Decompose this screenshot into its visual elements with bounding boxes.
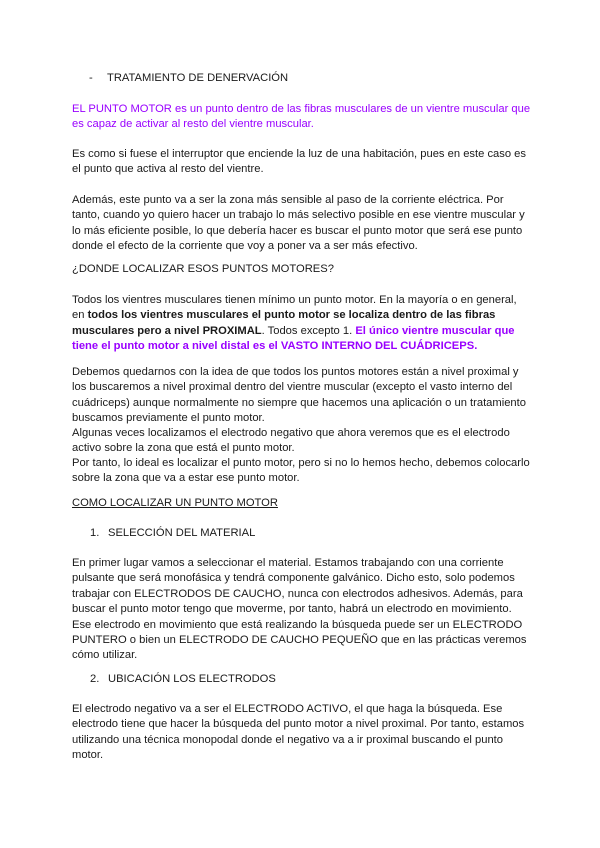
list-item-ubicacion-electrodos — [72, 672, 532, 687]
list-item-number: 1. — [90, 527, 100, 539]
paragraph-todos-vientres — [72, 293, 532, 355]
heading-tratamiento — [72, 71, 532, 86]
list-item-text: SELECCIÓN DEL MATERIAL — [108, 527, 256, 539]
paragraph-todos-vientres-excepto: . Todos excepto 1. — [261, 324, 356, 337]
list-item-text: UBICACIÓN LOS ELECTRODOS — [108, 673, 276, 685]
heading-bullet: - — [89, 72, 93, 84]
paragraph-vasto-interno-highlight: El único vientre muscular que tiene el punto motor a nivel distal es el VASTO INTERNO DEL CUÁDRICEPS. — [72, 324, 515, 353]
heading-tratamiento-text: TRATAMIENTO DE DENERVACIÓN — [107, 72, 289, 84]
paragraph-electrodo-negativo: El electrodo negativo va a ser el ELECTRODO ACTIVO, el que haga la búsqueda. Ese electrodo tiene que hacer la búsqueda del punto motor a nivel proximal. Por tanto, estamos utilizando una técnica monopodal donde el negativo va a ir proximal buscando el punto motor. — [72, 703, 525, 762]
heading-donde-localizar: ¿DONDE LOCALIZAR ESOS PUNTOS MOTORES? — [72, 263, 334, 275]
heading-como-localizar: COMO LOCALIZAR UN PUNTO MOTOR — [72, 497, 278, 509]
list-item-seleccion-material — [72, 526, 532, 541]
paragraph-debemos: Debemos quedarnos con la idea de que todos los puntos motores están a nivel proximal y los buscaremos a nivel proximal dentro del vientre muscular (excepto el vasto interno del cuádriceps) aunque normalmente no siempre que hacemos una aplicación o un tratamiento buscamos previamente el punto motor. — [72, 366, 526, 425]
paragraph-por-tanto: Por tanto, lo ideal es localizar el punto motor, pero si no lo hemos hecho, debemos colocarlo sobre la zona que va a estar ese punto motor. — [72, 457, 530, 485]
list-item-number: 2. — [90, 673, 100, 685]
paragraph-todos-vientres-bold: todos los vientres musculares el punto motor se localiza dentro de las fibras musculares pero a nivel PROXIMAL — [72, 309, 496, 337]
paragraph-ademas: Además, este punto va a ser la zona más sensible al paso de la corriente eléctrica. Por tanto, cuando yo quiero hacer un trabajo lo más selectivo posible en ese vientre muscular y lo más eficiente posible, lo que debería hacer es buscar el punto motor que será ese punto donde el efecto de la corriente que voy a poner va a ser más efectivo. — [72, 194, 525, 253]
paragraph-seleccion-material: En primer lugar vamos a seleccionar el material. Estamos trabajando con una corriente pulsante que será monofásica y tendrá componente galvánico. Dicho esto, solo podemos trabajar con ELECTRODOS DE CAUCHO, nunca con electrodos adhesivos. Además, para buscar el punto motor tengo que moverme, por tanto, habrá un electrodo en movimiento. Ese electrodo en movimiento que está realizando la búsqueda puede ser un ELECTRODO PUNTERO o bien un ELECTRODO DE CAUCHO PEQUEÑO que en las prácticas veremos cómo utilizar. — [72, 557, 527, 662]
paragraph-algunas-veces: Algunas veces localizamos el electrodo negativo que ahora veremos que es el electrodo activo sobre la zona que está el punto motor. — [72, 427, 510, 455]
paragraph-todos-vientres-intro: Todos los vientres musculares tienen mínimo un punto motor. En la mayoría o en general, en — [72, 294, 517, 322]
paragraph-interruptor: Es como si fuese el interruptor que enciende la luz de una habitación, pues en este caso es el punto que activa al resto del vientre. — [72, 148, 527, 176]
paragraph-punto-motor-definition: EL PUNTO MOTOR es un punto dentro de las fibras musculares de un vientre muscular que es capaz de activar al resto del vientre muscular. — [72, 103, 531, 131]
